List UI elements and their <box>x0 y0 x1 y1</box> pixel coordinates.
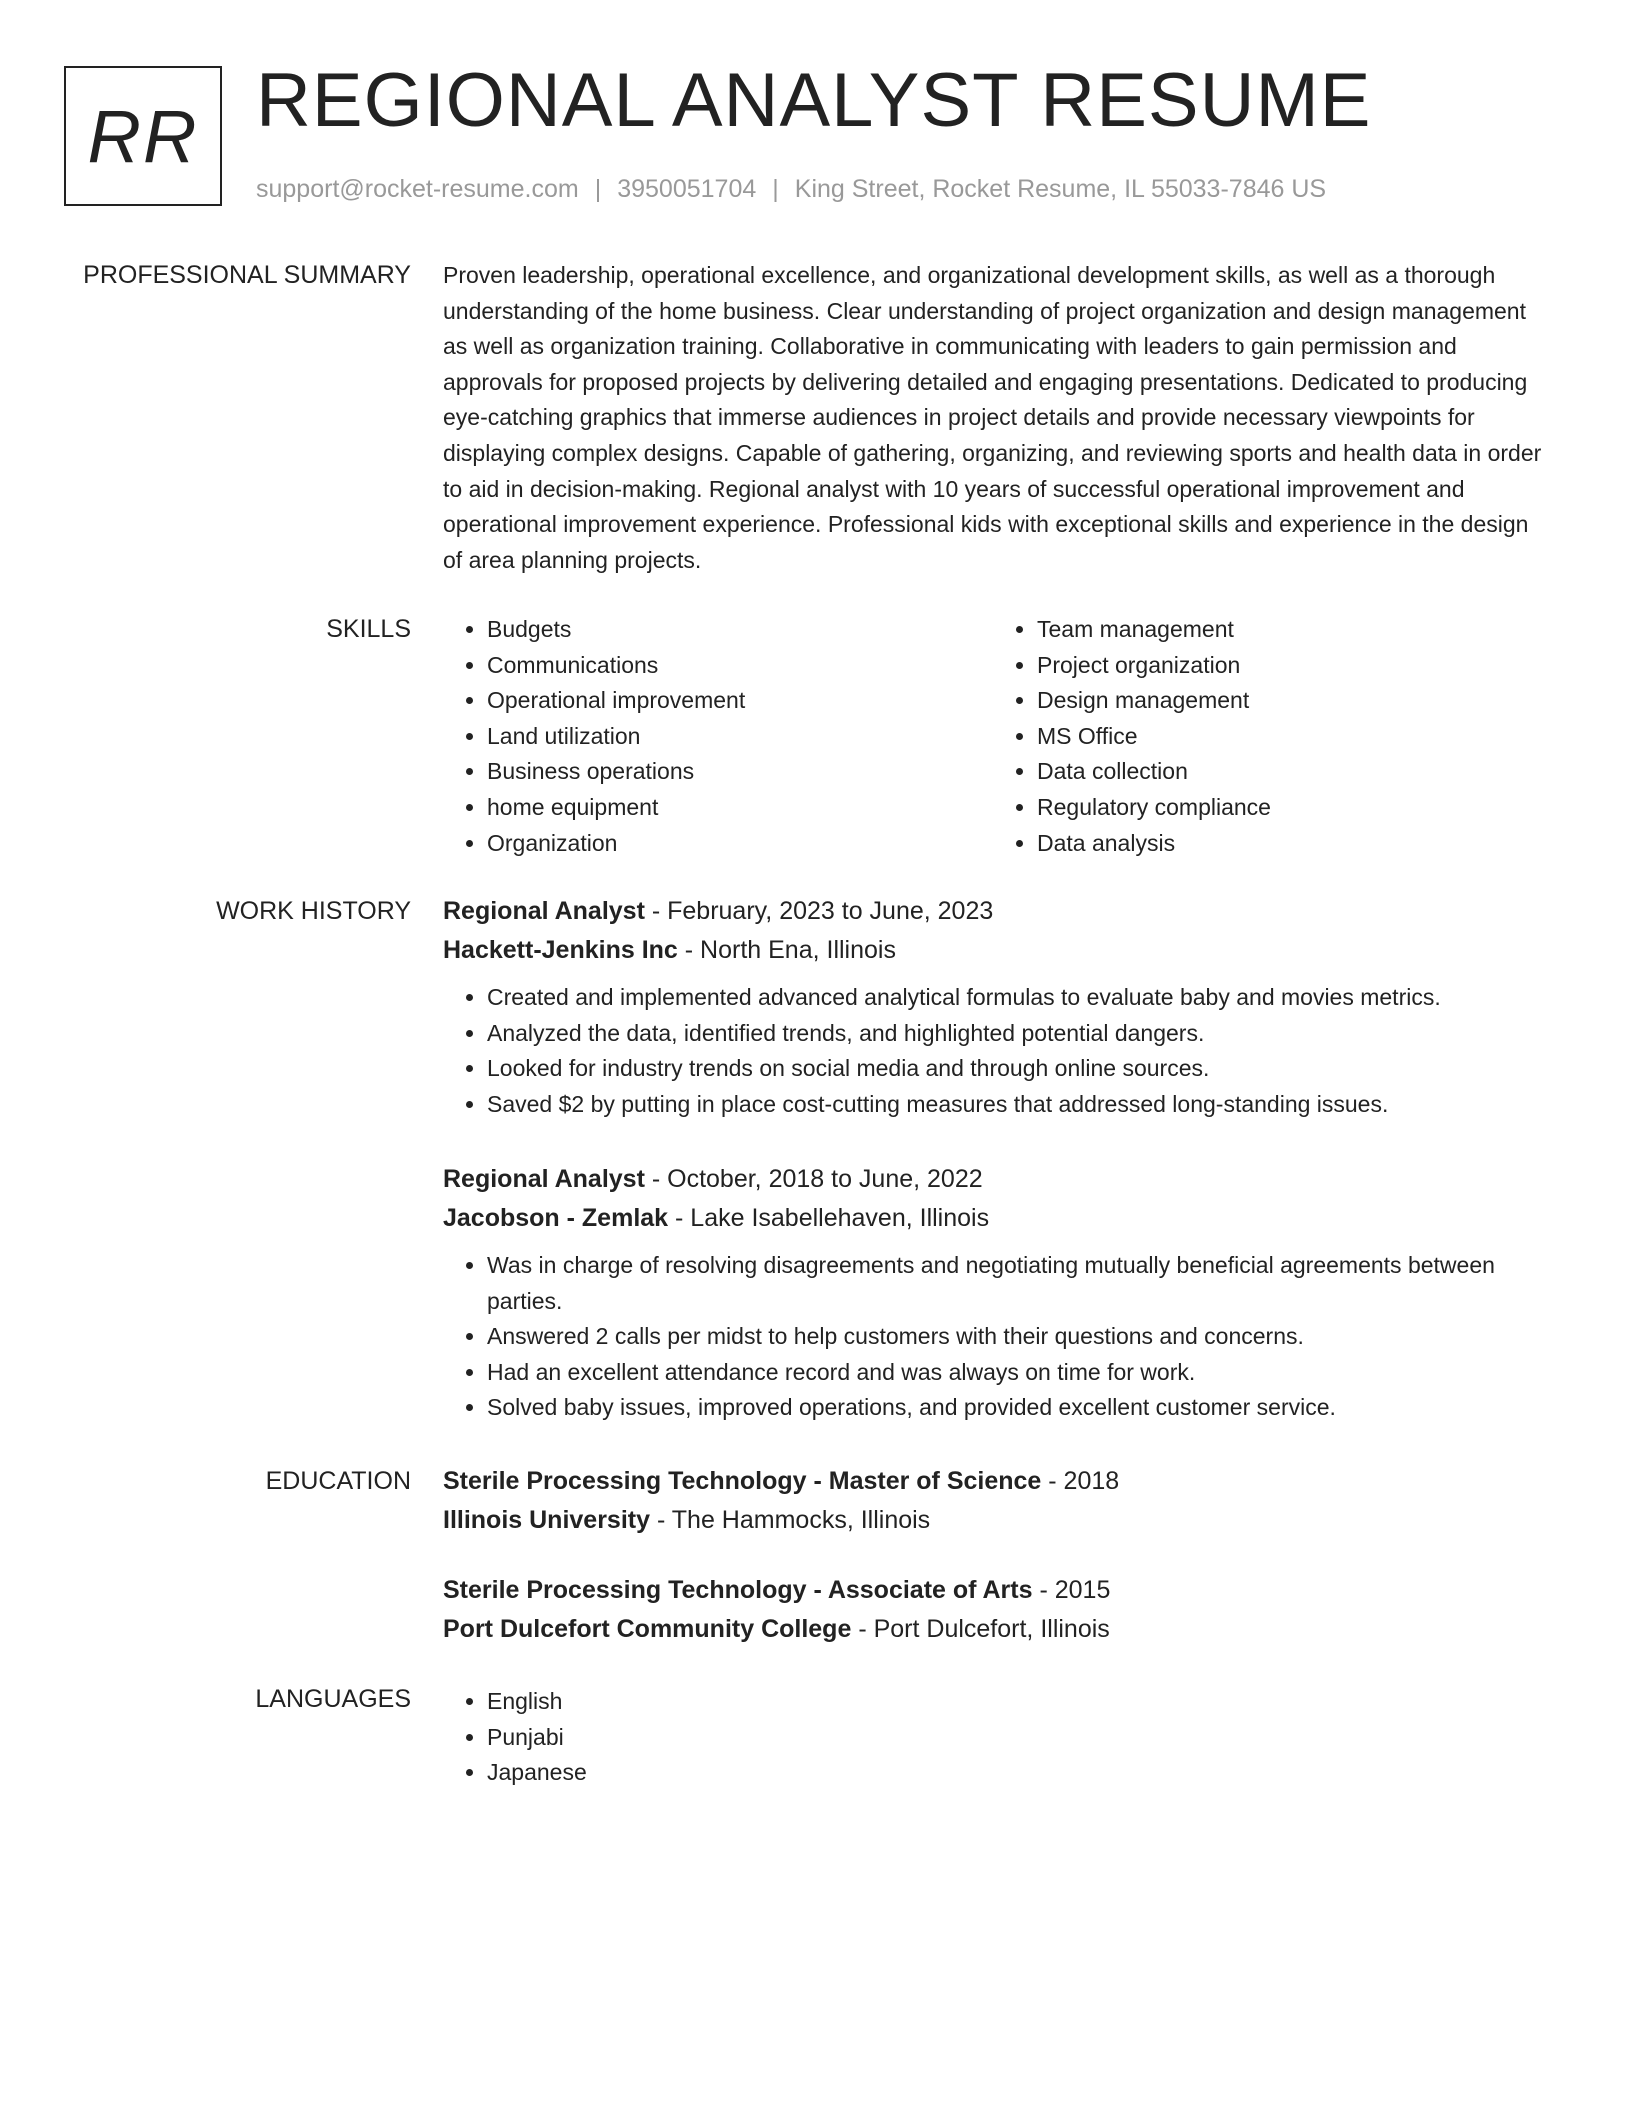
languages-list <box>443 1684 1543 1791</box>
summary-text: Proven leadership, operational excellence, and organizational development skills, as well as a thorough understanding of the home business. Clear understanding of project organization and design management as well as organization training. Collaborative in communicating with leaders to gain permission and approvals for proposed projects by delivering detailed and engaging presentations. Dedicated to producing eye-catching graphics that immerse audiences in project details and provide necessary viewpoints for displaying complex designs. Capable of gathering, organizing, and reviewing sports and health data in order to aid in decision-making. Regional analyst with 10 years of successful operational improvement and operational improvement experience. Professional kids with exceptional skills and experience in the design of area planning projects. <box>443 262 1542 573</box>
job-entry <box>443 1160 1543 1426</box>
job-duties-list <box>443 1248 1507 1426</box>
section-label-education: EDUCATION <box>265 1467 411 1495</box>
section-label-languages: LANGUAGES <box>255 1685 411 1713</box>
skill-item: • Project organization <box>1037 648 1543 684</box>
job-company-line <box>443 931 1543 970</box>
job-duty: • Answered 2 calls per midst to help customers with their questions and concerns. <box>487 1319 1507 1355</box>
language-item: • Japanese <box>487 1755 1543 1791</box>
skill-item: • Organization <box>487 826 993 862</box>
section-label-summary: PROFESSIONAL SUMMARY <box>83 261 411 289</box>
contact-separator: | <box>772 175 779 203</box>
skill-item: • Regulatory compliance <box>1037 790 1543 826</box>
skill-item: • MS Office <box>1037 719 1543 755</box>
section-label-work: WORK HISTORY <box>216 897 411 925</box>
education-year: - 2015 <box>1032 1576 1111 1604</box>
job-duty: • Saved $2 by putting in place cost-cutting measures that addressed long-standing issues. <box>487 1087 1543 1123</box>
skill-item: • Operational improvement <box>487 683 993 719</box>
skill-item: • Business operations <box>487 754 993 790</box>
resume-title: REGIONAL ANALYST RESUME <box>256 58 1372 143</box>
education-degree: Sterile Processing Technology - Master of Science <box>443 1467 1042 1495</box>
skill-item: • home equipment <box>487 790 993 826</box>
education-school-line <box>443 1501 1543 1540</box>
education-school: Illinois University <box>443 1506 651 1534</box>
education-school: Port Dulcefort Community College <box>443 1615 852 1643</box>
job-title-line <box>443 892 1543 931</box>
skill-item: • Communications <box>487 648 993 684</box>
language-item: • English <box>487 1684 1543 1720</box>
job-company: Jacobson - Zemlak <box>443 1204 669 1232</box>
job-company-line <box>443 1199 1543 1238</box>
skills-list-left <box>443 612 993 861</box>
education-degree: Sterile Processing Technology - Associate of Arts <box>443 1576 1033 1604</box>
contact-email: support@rocket-resume.com <box>256 175 579 203</box>
skills-list-right <box>993 612 1543 861</box>
job-location: - Lake Isabellehaven, Illinois <box>668 1204 990 1232</box>
skill-item: • Budgets <box>487 612 993 648</box>
job-duty: • Created and implemented advanced analytical formulas to evaluate baby and movies metrics. <box>487 980 1543 1016</box>
education-school-line <box>443 1610 1543 1649</box>
job-title: Regional Analyst <box>443 897 645 925</box>
job-title-line <box>443 1160 1543 1199</box>
job-entry <box>443 892 1543 1122</box>
education-degree-line <box>443 1571 1543 1610</box>
contact-phone: 3950051704 <box>617 175 757 203</box>
job-duty: • Analyzed the data, identified trends, and highlighted potential dangers. <box>487 1016 1543 1052</box>
education-degree-line <box>443 1462 1543 1501</box>
section-label-skills: SKILLS <box>326 615 411 643</box>
contact-separator: | <box>594 175 602 203</box>
contact-line <box>256 174 1326 204</box>
job-title: Regional Analyst <box>443 1165 645 1193</box>
contact-address: King Street, Rocket Resume, IL 55033-7846 US <box>794 175 1327 203</box>
skill-item: • Data analysis <box>1037 826 1543 862</box>
job-duty: • Was in charge of resolving disagreements and negotiating mutually beneficial agreements between parties. <box>487 1248 1507 1319</box>
language-item: • Punjabi <box>487 1720 1543 1756</box>
job-dates: - February, 2023 to June, 2023 <box>644 897 994 925</box>
job-dates: - October, 2018 to June, 2022 <box>644 1165 983 1193</box>
monogram-logo: RR <box>64 66 222 206</box>
job-duty: • Solved baby issues, improved operations, and provided excellent customer service. <box>487 1390 1507 1426</box>
skill-item: • Data collection <box>1037 754 1543 790</box>
job-duties-list <box>443 980 1543 1122</box>
skill-item: • Land utilization <box>487 719 993 755</box>
education-entry <box>443 1462 1543 1540</box>
skill-item: • Design management <box>1037 683 1543 719</box>
education-location: - Port Dulcefort, Illinois <box>851 1615 1110 1643</box>
education-entry <box>443 1571 1543 1649</box>
job-duty: • Looked for industry trends on social media and through online sources. <box>487 1051 1543 1087</box>
skill-item: • Team management <box>1037 612 1543 648</box>
education-year: - 2018 <box>1041 1467 1120 1495</box>
job-duty: • Had an excellent attendance record and was always on time for work. <box>487 1355 1507 1391</box>
education-location: - The Hammocks, Illinois <box>650 1506 931 1534</box>
job-location: - North Ena, Illinois <box>677 936 896 964</box>
job-company: Hackett-Jenkins Inc <box>443 936 678 964</box>
